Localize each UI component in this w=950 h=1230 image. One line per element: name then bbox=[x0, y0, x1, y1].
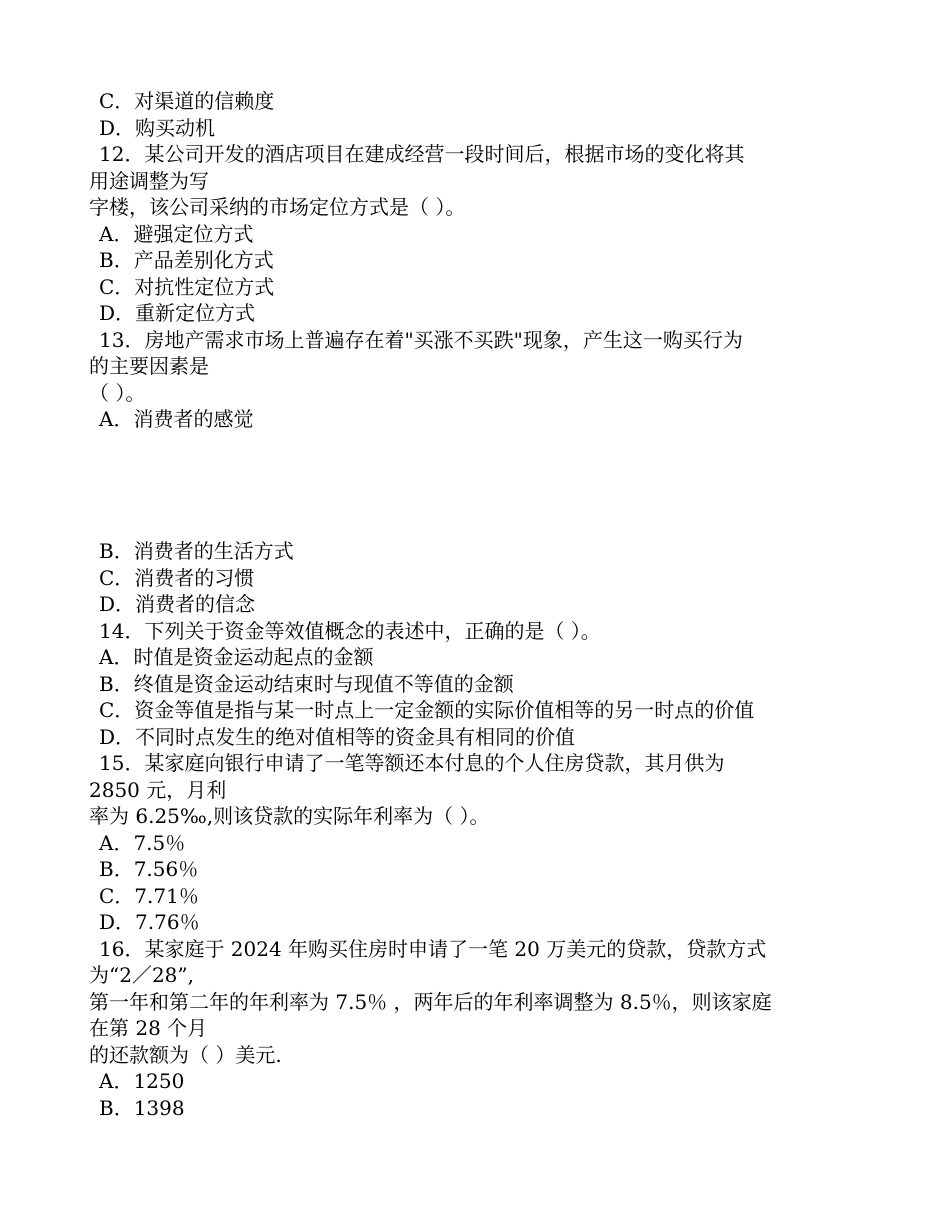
text-line: C．消费者的习惯 bbox=[99, 565, 255, 590]
text-block-bottom bbox=[89, 538, 869, 1121]
text-line: 的还款额为（ ）美元. bbox=[89, 1042, 282, 1067]
text-line: A．避强定位方式 bbox=[99, 221, 254, 246]
text-line: 字楼，该公司采纳的市场定位方式是（ ）。 bbox=[89, 195, 466, 219]
text-line: A．消费者的感觉 bbox=[99, 407, 254, 431]
text-line: D．不同时点发生的绝对值相等的资金具有相同的价值 bbox=[99, 724, 576, 749]
text-line: 14．下列关于资金等效值概念的表述中，正确的是（ ）。 bbox=[99, 618, 601, 643]
text-line: A．1250 bbox=[99, 1069, 185, 1093]
text-line: 在第 28 个月 bbox=[89, 1016, 208, 1040]
text-line: C．资金等值是指与某一时点上一定金额的实际价值相等的另一时点的价值 bbox=[99, 698, 755, 722]
text-line: 12．某公司开发的酒店项目在建成经营一段时间后，根据市场的变化将其 bbox=[99, 142, 745, 166]
text-block-top bbox=[89, 88, 869, 433]
text-line: D．7.76％ bbox=[99, 910, 200, 934]
text-line: B．终值是资金运动结束时与现值不等值的金额 bbox=[99, 671, 514, 696]
text-line: 用途调整为写 bbox=[89, 168, 209, 193]
text-line: B．消费者的生活方式 bbox=[99, 539, 294, 563]
text-line: A．时值是资金运动起点的金额 bbox=[99, 645, 374, 669]
text-line: B．7.56％ bbox=[99, 857, 199, 881]
text-line: C．7.71％ bbox=[99, 883, 199, 908]
text-line: 15．某家庭向银行申请了一笔等额还本付息的个人住房贷款，其月供为 bbox=[99, 751, 725, 775]
text-line: 的主要因素是 bbox=[89, 354, 209, 378]
text-line: C．对抗性定位方式 bbox=[99, 274, 275, 299]
text-line: 率为 6.25‰,则该贷款的实际年利率为（ ）。 bbox=[89, 804, 490, 828]
text-line: 第一年和第二年的年利率为 7.5％ ，两年后的年利率调整为 8.5％，则该家庭 bbox=[89, 989, 772, 1014]
text-line: （ ）。 bbox=[89, 380, 146, 405]
text-line: 为“2／28”, bbox=[89, 963, 194, 987]
text-line: D．重新定位方式 bbox=[99, 301, 256, 325]
text-line: B．1398 bbox=[99, 1095, 185, 1120]
text-line: C．对渠道的信赖度 bbox=[99, 89, 275, 113]
text-line: B．产品差别化方式 bbox=[99, 248, 274, 272]
text-line: D．消费者的信念 bbox=[99, 592, 256, 616]
text-line: A．7.5％ bbox=[99, 830, 186, 855]
text-line: D．购买动机 bbox=[99, 115, 216, 140]
text-line: 13．房地产需求市场上普遍存在着"买涨不买跌"现象，产生这一购买行为 bbox=[99, 327, 743, 352]
text-line: 16．某家庭于 2024 年购买住房时申请了一笔 20 万美元的贷款，贷款方式 bbox=[99, 936, 767, 961]
text-line: 2850 元，月利 bbox=[89, 777, 227, 802]
